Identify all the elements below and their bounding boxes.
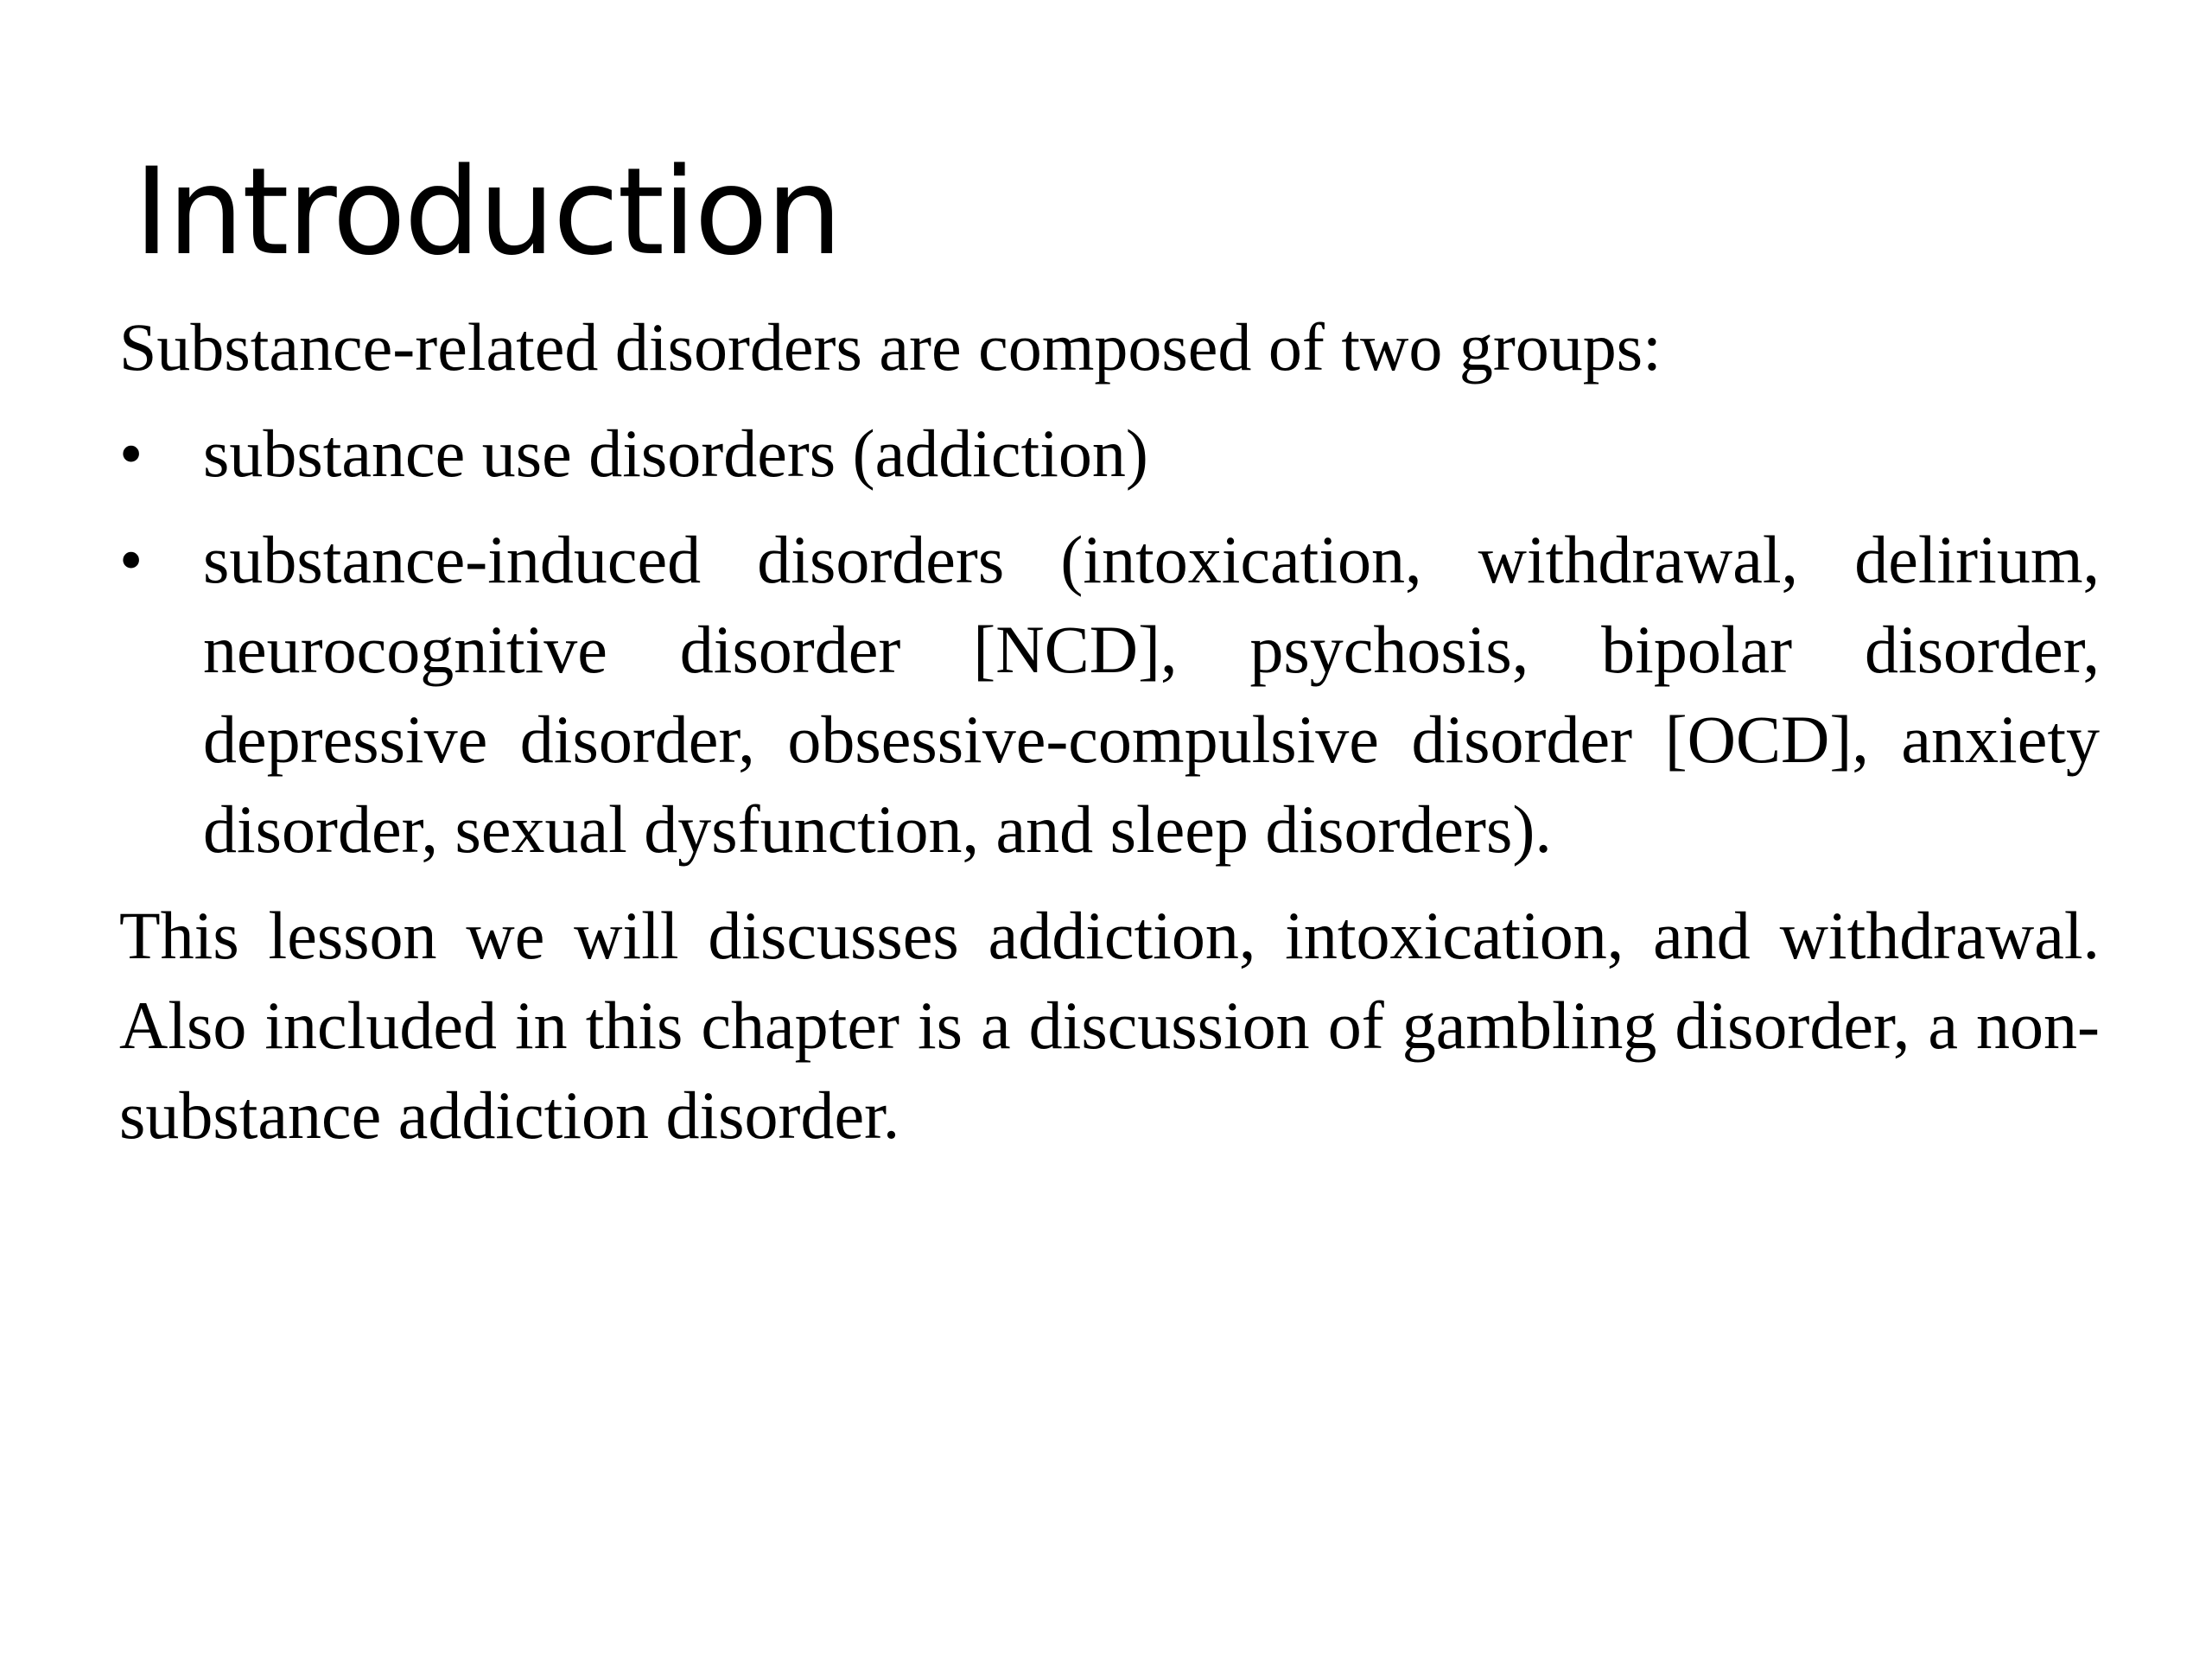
list-item bbox=[119, 515, 2100, 874]
closing-text: This lesson we will discusses addiction, intoxication, and withdrawal. Also included in this chapter is a discussion of gambling disorder, a non-substance addiction disorder. bbox=[119, 898, 2100, 1153]
intro-text: Substance-related disorders are composed of two groups: bbox=[119, 309, 1662, 385]
list-item bbox=[119, 409, 2100, 499]
bullet-marker: • bbox=[119, 522, 143, 597]
bullet-text: substance-induced disorders (intoxication, withdrawal, delirium, neurocognitive disorder [NCD], psychosis, bipolar disorder, depressive disorder, obsessive-compulsive disorder [OCD], anxiety disorder, sexual dysfunction, and sleep disorders). bbox=[203, 522, 2100, 867]
bullet-marker: • bbox=[119, 416, 143, 491]
slide-body bbox=[119, 302, 2100, 1160]
bullet-text: substance use disorders (addiction) bbox=[203, 416, 1148, 491]
slide-title: Introduction bbox=[134, 142, 841, 282]
bullet-list bbox=[119, 409, 2100, 874]
